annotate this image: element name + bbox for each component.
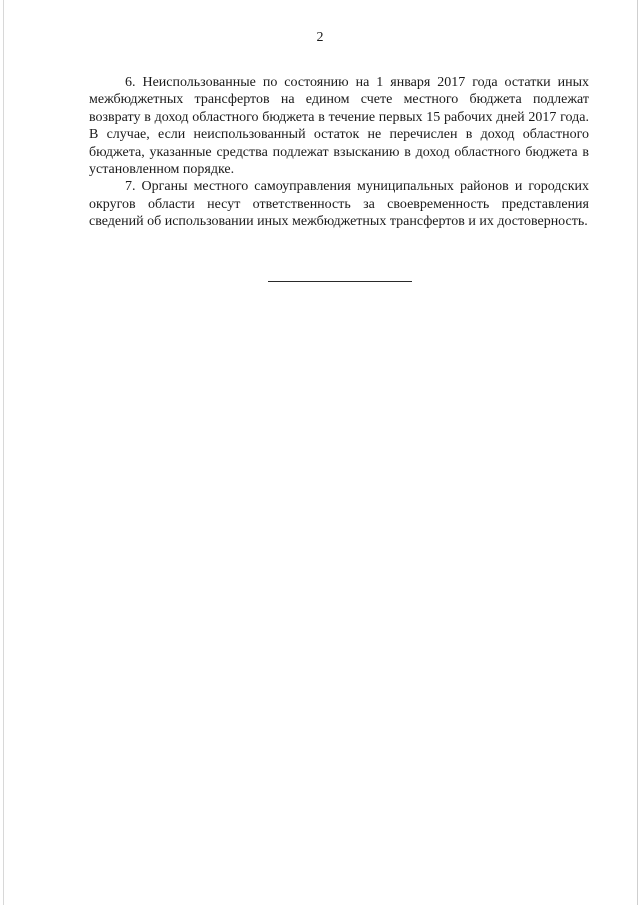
scan-edge-right <box>637 0 638 905</box>
closing-rule <box>268 281 412 282</box>
scan-edge-left <box>3 0 4 905</box>
document-body <box>89 74 589 231</box>
page-number: 2 <box>316 30 324 45</box>
paragraph-7: 7. Органы местного самоуправления муниципальных районов и городских округов области несут ответственность за своевременность представления сведений об использовании иных межбюджетных трансфертов и их достоверность. <box>89 179 589 230</box>
paragraph-6: 6. Неиспользованные по состоянию на 1 января 2017 года остатки иных межбюджетных трансфертов на едином счете местного бюджета подлежат возврату в доход областного бюджета в течение первых 15 рабочих дней 2017 года. В случае, если неиспользованный остаток не перечислен в доход областного бюджета, указанные средства подлежат взысканию в доход областного бюджета в установленном порядке. <box>89 75 589 178</box>
